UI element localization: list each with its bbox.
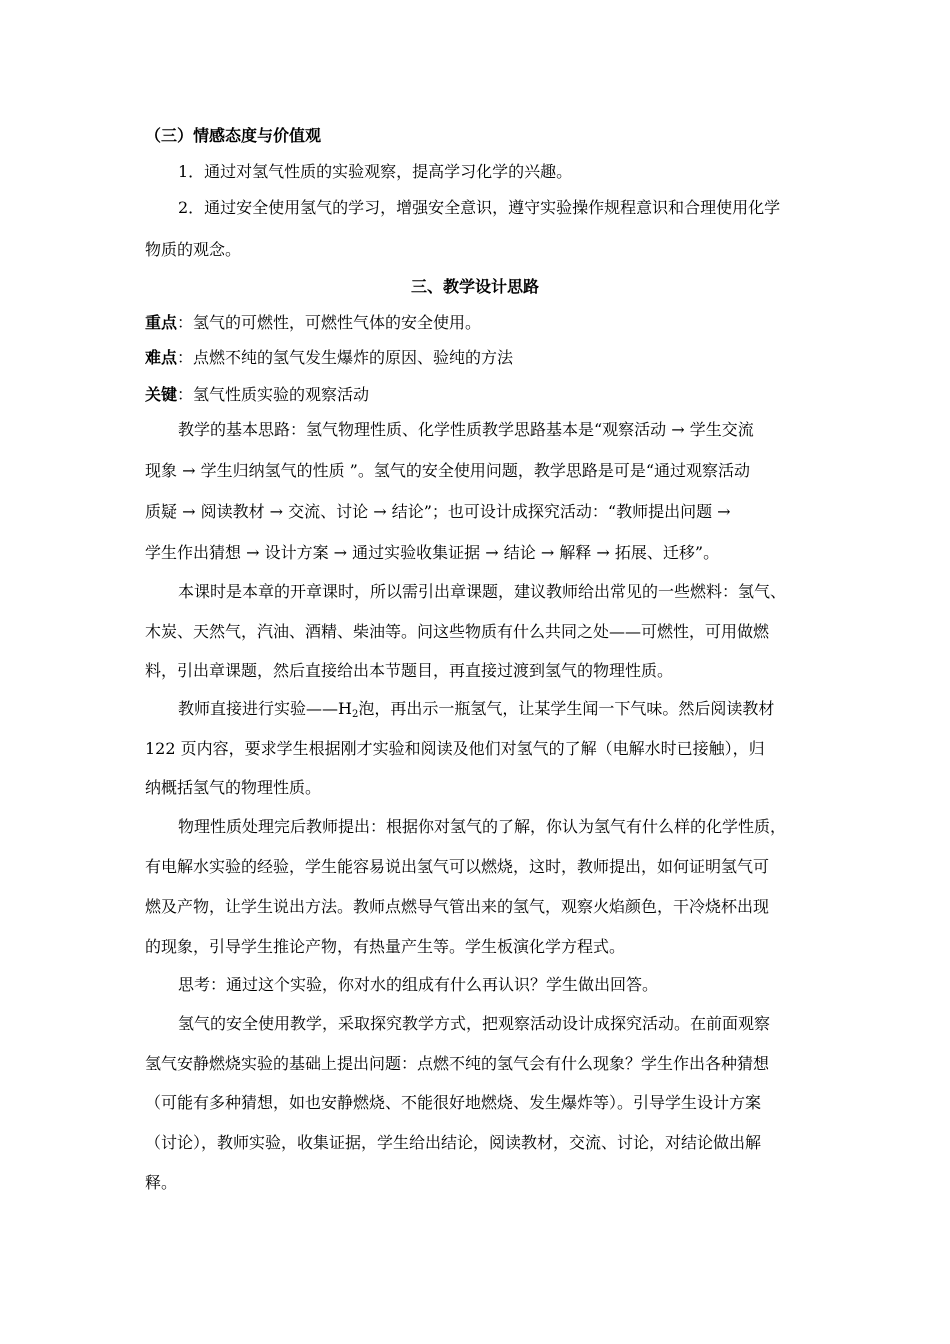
paragraph-line: 质疑 → 阅读教材 → 交流、讨论 → 结论”；也可设计成探究活动：“教师提出问题 → bbox=[145, 502, 731, 521]
crux-label: 关键 bbox=[145, 385, 178, 404]
paragraph-line: 燃及产物，让学生说出方法。教师点燃导气管出来的氢气，观察火焰颜色，干冷烧杯出现 bbox=[145, 897, 770, 916]
paragraph-line: 木炭、天然气，汽油、酒精、柴油等。问这些物质有什么共同之处——可燃性，可用做燃 bbox=[145, 622, 770, 641]
paragraph-line: 有电解水实验的经验，学生能容易说出氢气可以燃烧，这时，教师提出，如何证明氢气可 bbox=[145, 857, 770, 876]
paragraph-line: 学生作出猜想 → 设计方案 → 通过实验收集证据 → 结论 → 解释 → 拓展、迁移”。 bbox=[145, 543, 720, 562]
paragraph-line: 122 页内容，要求学生根据刚才实验和阅读及他们对氢气的了解（电解水时已接触），归 bbox=[145, 739, 765, 758]
paragraph-line: 氢气的安全使用教学，采取探究教学方式，把观察活动设计成探究活动。在前面观察 bbox=[178, 1014, 771, 1033]
goal-item-2-line-1: 2．通过安全使用氢气的学习，增强安全意识，遵守实验操作规程意识和合理使用化学 bbox=[178, 198, 781, 217]
difficulty-label: 难点 bbox=[145, 348, 178, 367]
difficulty-line bbox=[145, 348, 513, 368]
paragraph-line: 物理性质处理完后教师提出：根据你对氢气的了解，你认为氢气有什么样的化学性质， bbox=[178, 817, 787, 836]
h2-text-after: 泡，再出示一瓶氢气，让某学生闻一下气味。然后阅读教材 bbox=[358, 699, 775, 718]
h2-text-before: 教师直接进行实验——H bbox=[178, 699, 352, 718]
paragraph-line: 氢气安静燃烧实验的基础上提出问题：点燃不纯的氢气会有什么现象？学生作出各种猜想 bbox=[145, 1054, 770, 1073]
paragraph-line: 本课时是本章的开章课时，所以需引出章课题，建议教师给出常见的一些燃料：氢气、 bbox=[178, 582, 787, 601]
h2-subscript: 2 bbox=[351, 709, 359, 720]
goal-item-2-line-2: 物质的观念。 bbox=[145, 240, 242, 259]
paragraph-line: 现象 → 学生归纳氢气的性质 ”。氢气的安全使用问题，教学思路是可是“通过观察活动 bbox=[145, 461, 751, 480]
crux-line bbox=[145, 385, 369, 405]
paragraph-line: 释。 bbox=[145, 1173, 178, 1192]
paragraph-line: 料，引出章课题，然后直接给出本节题目，再直接过渡到氢气的物理性质。 bbox=[145, 661, 674, 680]
goal-item-1: 1．通过对氢气性质的实验观察，提高学习化学的兴趣。 bbox=[178, 162, 573, 181]
paragraph-line: （讨论），教师实验，收集证据，学生给出结论，阅读教材，交流、讨论，对结论做出解 bbox=[145, 1133, 762, 1152]
design-title: 三、教学设计思路 bbox=[410, 277, 539, 296]
difficulty-text: ：点燃不纯的氢气发生爆炸的原因、验纯的方法 bbox=[177, 348, 514, 367]
key-point-label: 重点 bbox=[145, 313, 178, 332]
paragraph-line: 教学的基本思路：氢气物理性质、化学性质教学思路基本是“观察活动 → 学生交流 bbox=[178, 420, 754, 439]
paragraph-line: 思考：通过这个实验，你对水的组成有什么再认识？学生做出回答。 bbox=[178, 975, 659, 994]
paragraph-line: （可能有多种猜想，如也安静燃烧、不能很好地燃烧、发生爆炸等）。引导学生设计方案 bbox=[145, 1093, 762, 1112]
section-heading: （三）情感态度与价值观 bbox=[145, 126, 322, 145]
key-point-line bbox=[145, 313, 481, 333]
key-point-text: ：氢气的可燃性，可燃性气体的安全使用。 bbox=[177, 313, 482, 332]
crux-text: ：氢气性质实验的观察活动 bbox=[177, 385, 370, 404]
paragraph-line: 纳概括氢气的物理性质。 bbox=[145, 778, 322, 797]
paragraph-line bbox=[178, 699, 774, 719]
paragraph-line: 的现象，引导学生推论产物，有热量产生等。学生板演化学方程式。 bbox=[145, 937, 626, 956]
